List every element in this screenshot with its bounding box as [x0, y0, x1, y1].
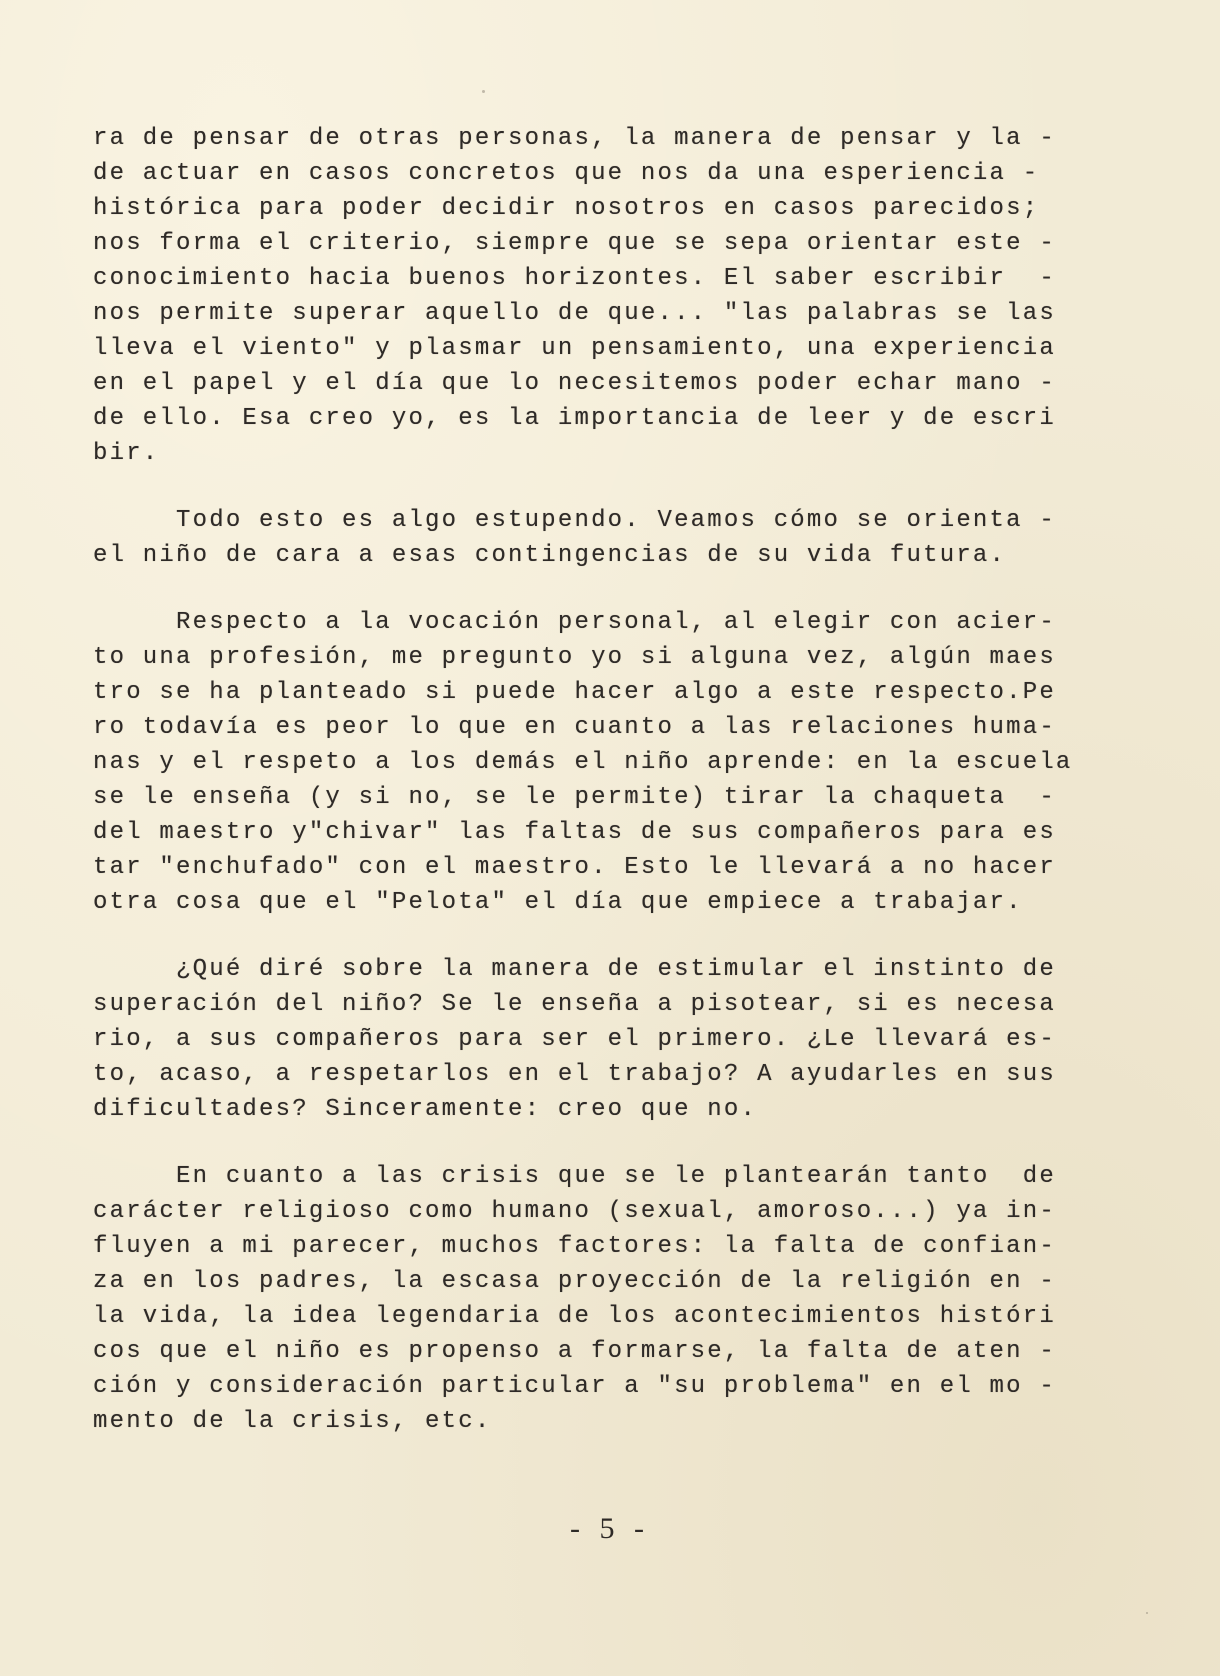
paper-speck	[1146, 1612, 1148, 1614]
text-line: mento de la crisis, etc.	[93, 1408, 492, 1435]
paragraph-4	[93, 952, 1123, 1127]
text-line: za en los padres, la escasa proyección de la religión en -	[93, 1268, 1056, 1295]
text-line: otra cosa que el "Pelota" el día que empiece a trabajar.	[93, 889, 1023, 916]
text-line: lleva el viento" y plasmar un pensamiento, una experiencia	[93, 335, 1056, 362]
paragraph-gap	[93, 1127, 1123, 1159]
text-line: carácter religioso como humano (sexual, amoroso...) ya in-	[93, 1198, 1056, 1225]
paragraph-gap	[93, 471, 1123, 503]
text-line: la vida, la idea legendaria de los acontecimientos históri	[93, 1303, 1056, 1330]
text-line: superación del niño? Se le enseña a pisotear, si es necesa	[93, 991, 1056, 1018]
paper-speck	[482, 90, 485, 93]
paragraph-1	[93, 121, 1123, 471]
paragraph-gap	[93, 573, 1123, 605]
text-line: ra de pensar de otras personas, la manera de pensar y la -	[93, 125, 1056, 152]
text-line: del maestro y"chivar" las faltas de sus compañeros para es	[93, 819, 1056, 846]
text-line: Todo esto es algo estupendo. Veamos cómo se orienta -	[93, 507, 1056, 534]
text-line: to, acaso, a respetarlos en el trabajo? A ayudarles en sus	[93, 1061, 1056, 1088]
text-line: nos permite superar aquello de que... "las palabras se las	[93, 300, 1056, 327]
text-line: el niño de cara a esas contingencias de su vida futura.	[93, 542, 1007, 569]
text-line: conocimiento hacia buenos horizontes. El saber escribir -	[93, 265, 1056, 292]
text-line: En cuanto a las crisis que se le plantearán tanto de	[93, 1163, 1056, 1190]
text-line: rio, a sus compañeros para ser el primero. ¿Le llevará es-	[93, 1026, 1056, 1053]
text-line: fluyen a mi parecer, muchos factores: la falta de confian-	[93, 1233, 1056, 1260]
text-line: dificultades? Sinceramente: creo que no.	[93, 1096, 758, 1123]
text-line: tar "enchufado" con el maestro. Esto le llevará a no hacer	[93, 854, 1056, 881]
text-line: to una profesión, me pregunto yo si alguna vez, algún maes	[93, 644, 1056, 671]
text-line: bir.	[93, 440, 160, 467]
paragraph-gap	[93, 920, 1123, 952]
paragraph-2	[93, 503, 1123, 573]
text-line: Respecto a la vocación personal, al elegir con acier-	[93, 609, 1056, 636]
page-number: - 5 -	[570, 1512, 650, 1545]
text-line: ¿Qué diré sobre la manera de estimular el instinto de	[93, 956, 1056, 983]
body-text	[93, 121, 1123, 1439]
text-line: en el papel y el día que lo necesitemos poder echar mano -	[93, 370, 1056, 397]
paragraph-3	[93, 605, 1123, 920]
paragraph-5	[93, 1159, 1123, 1439]
text-line: de ello. Esa creo yo, es la importancia de leer y de escri	[93, 405, 1056, 432]
text-line: ción y consideración particular a "su problema" en el mo -	[93, 1373, 1056, 1400]
text-line: nos forma el criterio, siempre que se sepa orientar este -	[93, 230, 1056, 257]
text-line: cos que el niño es propenso a formarse, la falta de aten -	[93, 1338, 1056, 1365]
text-line: tro se ha planteado si puede hacer algo a este respecto.Pe	[93, 679, 1056, 706]
text-line: se le enseña (y si no, se le permite) tirar la chaqueta -	[93, 784, 1056, 811]
text-line: de actuar en casos concretos que nos da una esperiencia -	[93, 160, 1040, 187]
text-line: nas y el respeto a los demás el niño aprende: en la escuela	[93, 749, 1073, 776]
text-line: ro todavía es peor lo que en cuanto a las relaciones huma-	[93, 714, 1056, 741]
text-line: histórica para poder decidir nosotros en casos parecidos;	[93, 195, 1040, 222]
